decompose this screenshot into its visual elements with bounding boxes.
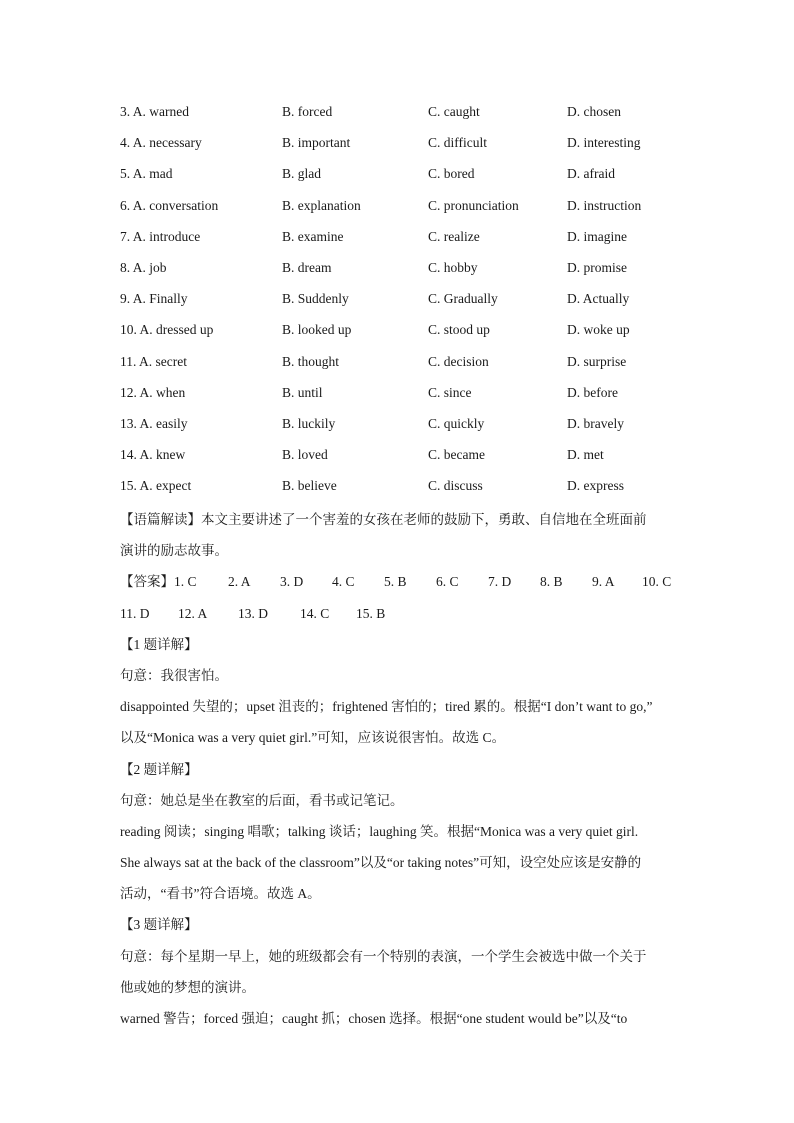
option-a: 7. A. introduce [120, 228, 201, 244]
answer-item: 5. B [384, 574, 407, 590]
option-a: 9. A. Finally [120, 291, 188, 307]
answer-item: 2. A [228, 574, 251, 590]
option-a: 14. A. knew [120, 447, 186, 463]
option-a: 11. A. secret [120, 353, 187, 369]
answer-item: 9. A [592, 574, 615, 590]
option-d: D. instruction [567, 197, 642, 213]
option-row [120, 319, 700, 350]
option-b: B. thought [282, 353, 340, 369]
option-d: D. chosen [567, 104, 621, 119]
answer-item: 14. C [300, 605, 330, 621]
explanation-line: disappointed 失望的；upset 沮丧的；frightened 害怕的；tired 累的。根据“I don’t want to go,” [120, 699, 653, 715]
answer-item: 12. A [178, 605, 208, 621]
option-d: D. before [567, 384, 618, 400]
option-b: B. forced [282, 104, 333, 119]
section-heading: 【1 题详解】 [120, 636, 198, 652]
option-d: D. imagine [567, 228, 627, 244]
option-c: C. Gradually [428, 291, 498, 307]
option-row [120, 382, 700, 413]
option-d: D. interesting [567, 135, 641, 151]
option-c: C. difficult [428, 135, 487, 151]
option-b: B. examine [282, 228, 344, 244]
explanation-line: 活动，“看书”符合语境。故选 A。 [120, 886, 321, 902]
option-b: B. important [282, 135, 351, 151]
option-c: C. pronunciation [428, 197, 519, 213]
answer-item: 15. B [356, 605, 386, 621]
answer-item: 【答案】1. C [120, 574, 197, 590]
option-b: B. dream [282, 259, 332, 275]
option-b: B. glad [282, 166, 321, 182]
explanation-line: 以及“Monica was a very quiet girl.”可知，应该说很害怕。故选 C。 [120, 730, 506, 746]
option-c: C. realize [428, 228, 480, 244]
option-c: C. hobby [428, 259, 478, 275]
option-row [120, 101, 700, 132]
answer-item: 3. D [280, 574, 304, 590]
option-row [120, 288, 700, 319]
option-row [120, 257, 700, 288]
answer-row [120, 600, 680, 631]
answer-item: 6. C [436, 574, 459, 590]
option-row [120, 163, 700, 194]
answer-item: 4. C [332, 574, 355, 590]
option-c: C. quickly [428, 415, 485, 431]
sentence-meaning: 句意：她总是坐在教室的后面，看书或记笔记。 [120, 792, 404, 808]
option-d: D. woke up [567, 322, 630, 338]
option-row [120, 475, 700, 506]
option-b: B. explanation [282, 197, 361, 213]
answer-item: 10. C [642, 574, 672, 590]
option-d: D. met [567, 447, 604, 463]
explanation-line: She always sat at the back of the classroom”以及“or taking notes”可知，设空处应该是安静的 [120, 855, 642, 871]
option-c: C. decision [428, 353, 489, 369]
option-row [120, 226, 700, 257]
option-a: 4. A. necessary [120, 135, 202, 151]
options-list [120, 101, 700, 506]
option-b: B. luckily [282, 415, 336, 431]
option-a: 12. A. when [120, 384, 186, 400]
summary-line: 【语篇解读】本文主要讲述了一个害羞的女孩在老师的鼓励下，勇敢、自信地在全班面前 [120, 512, 647, 527]
option-c: C. became [428, 447, 485, 463]
option-b: B. loved [282, 447, 328, 463]
option-a: 5. A. mad [120, 166, 173, 182]
option-a: 15. A. expect [120, 478, 192, 494]
option-c: C. discuss [428, 478, 483, 494]
option-b: B. looked up [282, 322, 352, 338]
explanation-line: warned 警告；forced 强迫；caught 抓；chosen 选择。根据“one student would be”以及“to [120, 1011, 628, 1026]
option-row [120, 132, 700, 163]
summary-line: 演讲的励志故事。 [120, 543, 228, 559]
option-d: D. surprise [567, 353, 627, 369]
option-b: B. until [282, 384, 323, 400]
answer-item: 7. D [488, 574, 512, 590]
option-row [120, 444, 700, 475]
option-d: D. afraid [567, 166, 615, 182]
option-c: C. bored [428, 166, 475, 182]
sentence-meaning: 他或她的梦想的演讲。 [120, 979, 255, 995]
option-c: C. since [428, 384, 472, 400]
option-d: D. express [567, 478, 624, 494]
sentence-meaning: 句意：我很害怕。 [120, 667, 228, 683]
option-row [120, 195, 700, 226]
option-a: 10. A. dressed up [120, 322, 214, 338]
option-d: D. promise [567, 259, 627, 275]
answer-item: 13. D [238, 605, 268, 621]
explanation-body [120, 506, 680, 1036]
option-a: 6. A. conversation [120, 197, 219, 213]
option-a: 3. A. warned [120, 104, 189, 119]
option-row [120, 351, 700, 382]
option-d: D. bravely [567, 415, 624, 431]
section-heading: 【3 题详解】 [120, 917, 198, 933]
option-row [120, 413, 700, 444]
option-a: 8. A. job [120, 259, 167, 275]
answer-item: 11. D [120, 605, 150, 621]
answer-item: 8. B [540, 574, 563, 590]
option-b: B. Suddenly [282, 291, 349, 307]
answer-row [120, 568, 680, 599]
option-c: C. stood up [428, 322, 490, 338]
option-a: 13. A. easily [120, 415, 188, 431]
option-b: B. believe [282, 478, 337, 494]
option-c: C. caught [428, 104, 480, 119]
option-d: D. Actually [567, 291, 630, 307]
explanation-line: reading 阅读；singing 唱歌；talking 谈话；laughing 笑。根据“Monica was a very quiet girl. [120, 823, 639, 839]
sentence-meaning: 句意：每个星期一早上，她的班级都会有一个特别的表演，一个学生会被选中做一个关于 [120, 948, 647, 964]
section-heading: 【2 题详解】 [120, 761, 198, 777]
